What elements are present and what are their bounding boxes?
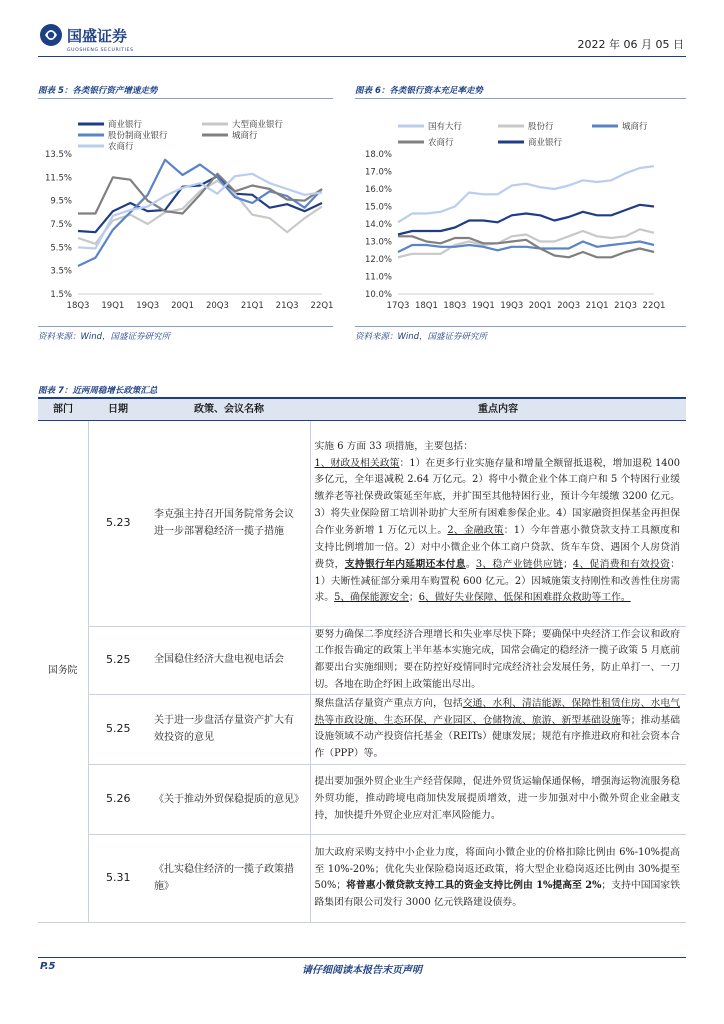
y-tick-label: 14.0% — [364, 220, 392, 230]
x-tick-label: 19Q3 — [136, 301, 160, 311]
x-tick-label: 20Q3 — [557, 301, 581, 311]
legend-label: 农商行 — [428, 138, 454, 148]
content-cell: 提出要加强外贸企业生产经营保障，促进外贸货运输保通保畅，增强海运物流服务稳外贸功能，推动跨境电商加快发展提质增效，进一步加强对中小微外贸企业金融支持，加快提升外贸企业应对汇率风险能力。 — [310, 764, 686, 834]
date-cell: 5.25 — [88, 626, 148, 694]
footer-disclaimer: 请仔细阅读本报告末页声明 — [302, 965, 422, 976]
y-tick-label: 3.5% — [50, 266, 72, 277]
content-text: 加大政府采购支持中小企业力度，将面向小微企业的价格扣除比例由 6%-10%提高至 10%-20%；优化失业保险稳岗返还政策，将大型企业稳岗返还比例由 30%提至 50%； — [314, 846, 680, 892]
figure5-source-divider — [38, 326, 333, 327]
date-cell: 5.25 — [88, 694, 148, 764]
figure6-title: 图表 6：各类银行资本充足率走势 — [355, 86, 483, 96]
content-text: ：1）今年普惠小微贷款支持工具额度和支持比例增加一倍。2）对中小微企业个体工商户贷款、货车车贷、遇困个人房贷消费贷， — [314, 525, 681, 570]
header-dept: 部门 — [38, 398, 88, 420]
footer-divider — [38, 957, 686, 958]
y-tick-label: 7.5% — [50, 220, 72, 230]
table-row — [38, 694, 686, 764]
x-tick-label: 20Q1 — [171, 301, 195, 311]
x-tick-label: 20Q1 — [528, 301, 552, 311]
policy-name-cell: 《扎实稳住经济的一揽子政策措施》 — [148, 834, 310, 922]
y-tick-label: 13.0% — [364, 237, 392, 248]
header-policy-name: 政策、会议名称 — [148, 398, 310, 420]
table-title: 图表 7：近两周稳增长政策汇总 — [38, 386, 158, 396]
content-text: 聚焦盘活存量资产重点方向，包括 — [314, 697, 463, 709]
figure5-source: 资料来源：Wind，国盛证券研究所 — [38, 332, 171, 342]
legend-label: 大型商业银行 — [232, 120, 284, 130]
content-emphasis: 将普惠小微贷款支持工具的资金支持比例由 1%提高至 2% — [346, 880, 602, 892]
content-emphasis: 5、确保能源安全 — [334, 592, 409, 604]
logo-mark-icon — [40, 24, 62, 46]
date-cell: 5.31 — [88, 834, 148, 922]
content-cell: 要努力确保二季度经济合理增长和失业率尽快下降；要确保中央经济工作会议和政府工作报告确定的政策上半年基本实施完成，国常会确定的稳经济一揽子政策 5 月底前都要出台实施细则；要在防控好疫情同时完成经济社会发展任务，防止单打一、一刀切。各地在助企纾困上政策能出尽出。 — [310, 626, 686, 694]
x-tick-label: 18Q3 — [443, 301, 467, 311]
brand-logo — [38, 20, 158, 54]
y-tick-label: 5.5% — [50, 243, 72, 254]
y-tick-label: 13.5% — [44, 150, 72, 160]
content-text: ：1）在更多行业实施存量和增量全额留抵退税，增加退税 1400 多亿元，全年退减税 2.64 万亿元。2）将中小微企业个体工商户和 5 个特困行业缓缴养老等社保费政策延至年底，并扩围至其他特困行业，预计今年缓缴 3200 亿元。3）将失业保险留工培训补助扩大至所有困难参保企业。4）国家融资担保基金再担保合作业务新增 1 万亿元以上。 — [314, 457, 680, 536]
logo-text-cn: 国盛证券 — [67, 27, 128, 45]
content-emphasis: 2、金融政策 — [447, 525, 504, 536]
content-emphasis: 交通、水利、清洁能源、保障性租赁住房、水电气热等市政设施、生态环保、产业园区、仓储物流、旅游、新型基础设施 — [314, 697, 681, 726]
y-tick-label: 18.0% — [364, 150, 392, 160]
x-tick-label: 22Q1 — [310, 301, 334, 311]
legend-label: 商业银行 — [528, 138, 563, 148]
policy-name-cell: 关于进一步盘活存量资产扩大有效投资的意见 — [148, 694, 310, 764]
date-cell: 5.26 — [88, 764, 148, 834]
content-cell — [310, 420, 686, 626]
content-cell — [310, 694, 686, 764]
content-emphasis: 6、做好失业保障、低保和困难群众救助等工作。 — [418, 592, 631, 604]
table-row — [38, 764, 686, 834]
x-tick-label: 21Q1 — [585, 301, 609, 311]
x-tick-label: 19Q3 — [500, 301, 524, 311]
series-line — [78, 174, 322, 214]
figure5-title-divider — [38, 98, 333, 99]
content-text: ； — [563, 558, 573, 570]
table-row — [38, 626, 686, 694]
y-tick-label: 1.5% — [50, 290, 72, 300]
legend-label: 城商行 — [622, 122, 648, 132]
x-tick-label: 18Q1 — [414, 301, 438, 311]
logo-text-en: GUOSHENG SECURITIES — [67, 48, 134, 53]
series-line — [398, 205, 654, 235]
table-row — [38, 420, 686, 626]
y-tick-label: 15.0% — [364, 202, 392, 213]
content-text: 。 — [465, 558, 476, 570]
y-tick-label: 16.0% — [364, 185, 392, 195]
policy-name-cell: 全国稳住经济大盘电视电话会 — [148, 626, 310, 694]
x-tick-label: 20Q3 — [205, 301, 229, 311]
header-date: 日期 — [88, 398, 148, 420]
asset-growth-chart — [38, 104, 338, 324]
series-line — [78, 181, 322, 244]
content-emphasis: 1、财政及相关政策 — [314, 457, 400, 469]
x-tick-label: 17Q3 — [386, 301, 410, 311]
y-tick-label: 9.5% — [50, 196, 72, 207]
content-cell — [310, 834, 686, 922]
header-key-content: 重点内容 — [310, 398, 686, 420]
x-tick-label: 21Q3 — [275, 301, 299, 311]
x-tick-label: 21Q3 — [614, 301, 638, 311]
legend-label: 城商行 — [232, 131, 258, 141]
series-line — [78, 160, 322, 266]
table-row — [38, 834, 686, 922]
dept-cell: 国务院 — [38, 420, 88, 922]
y-tick-label: 11.0% — [364, 272, 392, 283]
content-emphasis: 支持银行年内延期还本付息 — [344, 558, 466, 570]
figure6-source: 资料来源：Wind，国盛证券研究所 — [355, 332, 488, 342]
legend-label: 国有大行 — [428, 122, 463, 132]
x-tick-label: 18Q3 — [66, 301, 90, 311]
report-date: 2022 年 06 月 05 日 — [577, 38, 684, 51]
y-tick-label: 11.5% — [44, 173, 72, 184]
y-tick-label: 10.0% — [364, 290, 392, 300]
y-tick-label: 17.0% — [364, 167, 392, 178]
content-text: 等；推动基础设施领域不动产投资信托基金（REITs）健康发展；规范有序推进政府和社会资本合作（PPP）等。 — [314, 714, 681, 760]
policy-table — [38, 397, 686, 923]
legend-label: 农商行 — [108, 142, 134, 152]
capital-adequacy-chart — [352, 104, 686, 324]
page-number: P.5 — [40, 961, 56, 972]
series-line — [78, 176, 322, 232]
content-emphasis: 4、促消费和有效投资 — [572, 558, 671, 570]
x-tick-label: 19Q1 — [101, 301, 125, 311]
table-header-row — [38, 398, 686, 420]
figure6-title-divider — [355, 98, 686, 99]
legend-label: 股份制商业银行 — [108, 131, 168, 141]
header-divider — [38, 56, 686, 57]
content-text: ：1）夫断性减征部分乘用车购置税 600 亿元。2）因城施策支持刚性和改善性住房需求。 — [314, 558, 681, 604]
content-text: ；支持中国国家铁路集团有限公司发行 3000 亿元铁路建设债券。 — [314, 880, 680, 909]
y-tick-label: 12.0% — [364, 255, 392, 265]
content-emphasis: 3、稳产业链供应链 — [475, 558, 564, 570]
content-text: 实施 6 方面 33 项措施，主要包括： — [314, 440, 474, 452]
figure6-source-divider — [355, 326, 686, 327]
figure5-title: 图表 5：各类银行资产增速走势 — [38, 86, 158, 96]
x-tick-label: 22Q1 — [642, 301, 666, 311]
policy-name-cell: 《关于推动外贸保稳提质的意见》 — [148, 764, 310, 834]
x-tick-label: 21Q1 — [240, 301, 264, 311]
legend-label: 股份行 — [528, 122, 554, 132]
content-text: ； — [408, 592, 419, 604]
date-cell: 5.23 — [88, 420, 148, 626]
policy-name-cell: 李克强主持召开国务院常务会议进一步部署稳经济一揽子措施 — [148, 420, 310, 626]
x-tick-label: 19Q1 — [471, 301, 495, 311]
legend-label: 商业银行 — [108, 120, 143, 130]
